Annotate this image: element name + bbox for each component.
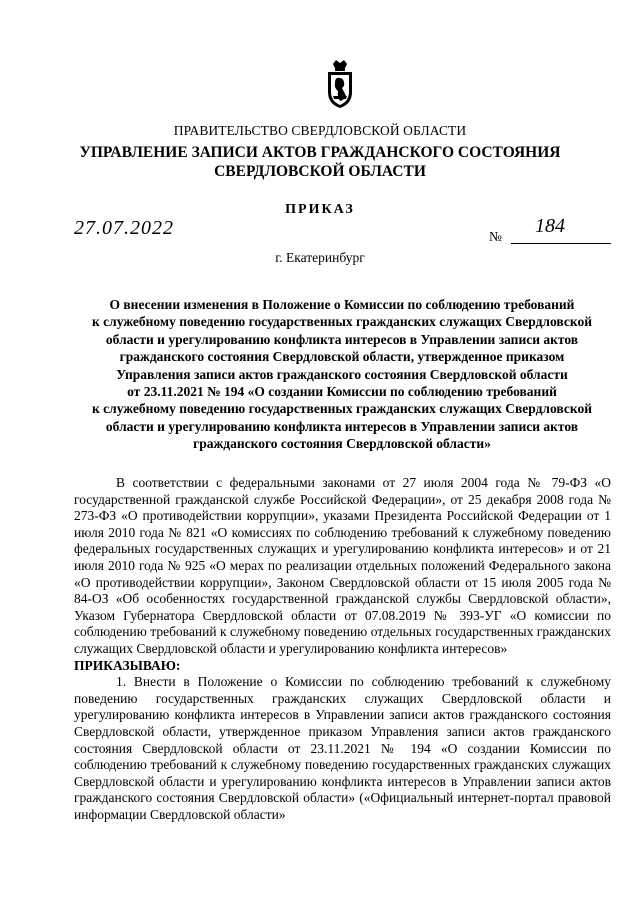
title-line: гражданского состояния Свердловской области» — [193, 436, 491, 452]
order-number-label: № — [489, 229, 502, 244]
title-line: области и урегулированию конфликта интересов в Управлении записи актов — [105, 418, 579, 434]
order-number-line — [511, 243, 611, 244]
title-line: О внесении изменения в Положение о Комиссии по соблюдению требований — [109, 297, 575, 312]
department-line-2: СВЕРДЛОВСКОЙ ОБЛАСТИ — [214, 163, 426, 180]
command-word: ПРИКАЗЫВАЮ: — [74, 657, 181, 673]
title-line: области и урегулированию конфликта интересов в Управлении записи актов — [105, 331, 579, 347]
title-line: к служебному поведению государственных гражданских служащих Свердловской — [91, 401, 592, 417]
city: г. Екатеринбург — [275, 250, 365, 265]
preamble-paragraph: В соответствии с федеральными законами от 27 июля 2004 года № 79-ФЗ «О государственной гражданской службе Российской Федерации», от 25 декабря 2008 года № 273-ФЗ «О противодействии коррупции», указами Президента Российской Федерации от 1 июля 2010 года № 821 «О комиссиях по соблюдению требований к служебному поведению федеральных государственных служащих и урегулированию конфликта интересов» и от 21 июля 2010 года № 925 «О мерах по реализации отдельных положений Федерального закона «О противодействии коррупции», Законом Свердловской области от 15 июля 2005 года № 84-ОЗ «Об особенностях государственной гражданской службы Свердловской области», Указом Губернатора Свердловской области от 07.08.2019 № 393-УГ «О комиссии по соблюдению требований к служебному поведению отдельных государственных гражданских служащих Свердловской области и урегулированию конфликта интересов» — [74, 475, 611, 656]
order-body — [74, 475, 611, 823]
order-date: 27.07.2022 — [74, 217, 174, 239]
document-type: ПРИКАЗ — [285, 202, 355, 217]
government-name: ПРАВИТЕЛЬСТВО СВЕРДЛОВСКОЙ ОБЛАСТИ — [173, 123, 467, 138]
title-line: Управления записи актов гражданского состояния Свердловской области — [116, 366, 568, 382]
item-1-paragraph: 1. Внести в Положение о Комиссии по соблюдению требований к служебному поведению государственных гражданских служащих Свердловской области и урегулированию конфликта интересов в Управлении записи актов гражданского состояния Свердловской области, утвержденное приказом Управления записи актов гражданского состояния Свердловской области от 23.11.2021 № 194 «О создании Комиссии по соблюдению требований к служебному поведению государственных гражданских служащих Свердловской области и урегулированию конфликта интересов в Управлении записи актов гражданского состояния Свердловской области» («Официальный интернет-портал правовой информации Свердловской области» — [74, 674, 611, 822]
department-line-1: УПРАВЛЕНИЕ ЗАПИСИ АКТОВ ГРАЖДАНСКОГО СОСТОЯНИЯ — [79, 144, 561, 161]
coat-of-arms-icon — [325, 58, 355, 110]
title-line: к служебному поведению государственных гражданских служащих Свердловской — [91, 314, 592, 330]
order-number: 184 — [535, 215, 565, 237]
order-title — [74, 296, 610, 453]
department-name — [0, 143, 640, 181]
title-line: от 23.11.2021 № 194 «О создании Комиссии по соблюдению требований — [127, 384, 557, 400]
title-line: гражданского состояния Свердловской области, утвержденное приказом — [119, 349, 565, 365]
